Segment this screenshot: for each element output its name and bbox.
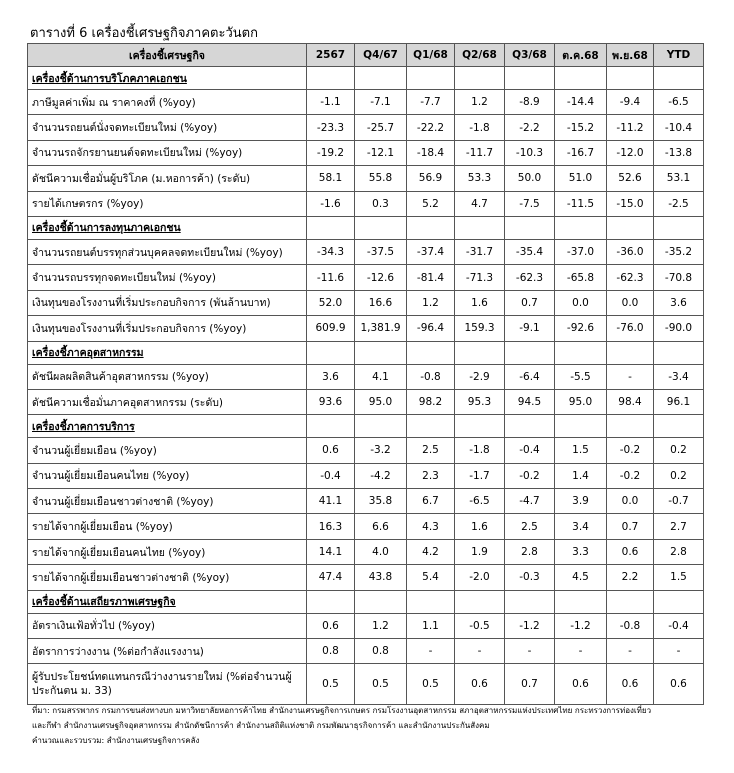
table-row [28, 90, 704, 115]
indicator-label: จำนวนรถจักรยานยนต์จดทะเบียนใหม่ (%yoy) [28, 140, 307, 165]
section-header-row [28, 590, 704, 613]
empty-cell [307, 415, 355, 438]
indicator-label: ดัชนีผลผลิตสินค้าอุตสาหกรรม (%yoy) [28, 364, 307, 389]
value-cell: 55.8 [355, 166, 407, 191]
value-cell: 0.3 [355, 191, 407, 216]
empty-cell [455, 216, 505, 239]
value-cell: 35.8 [355, 489, 407, 514]
value-cell: 2.2 [607, 565, 654, 590]
value-cell: 5.2 [407, 191, 455, 216]
value-cell: 52.6 [607, 166, 654, 191]
value-cell: 0.6 [555, 664, 607, 705]
value-cell: -31.7 [455, 239, 505, 264]
value-cell: -62.3 [505, 265, 555, 290]
value-cell: 0.6 [607, 539, 654, 564]
value-cell: -7.5 [505, 191, 555, 216]
value-cell: 53.3 [455, 166, 505, 191]
source-footnote [32, 703, 712, 748]
value-cell: 96.1 [654, 389, 704, 414]
value-cell: -2.0 [455, 565, 505, 590]
empty-cell [505, 216, 555, 239]
empty-cell [407, 415, 455, 438]
section-header-row [28, 216, 704, 239]
value-cell: -2.9 [455, 364, 505, 389]
empty-cell [407, 67, 455, 90]
column-header: Q4/67 [355, 44, 407, 67]
empty-cell [607, 341, 654, 364]
empty-cell [407, 590, 455, 613]
value-cell: -0.8 [407, 364, 455, 389]
empty-cell [355, 415, 407, 438]
value-cell: 58.1 [307, 166, 355, 191]
empty-cell [505, 67, 555, 90]
empty-cell [654, 67, 704, 90]
table-row [28, 166, 704, 191]
value-cell: 0.5 [407, 664, 455, 705]
value-cell: -10.3 [505, 140, 555, 165]
value-cell: - [407, 639, 455, 664]
value-cell: 3.6 [654, 290, 704, 315]
column-header: Q1/68 [407, 44, 455, 67]
empty-cell [607, 590, 654, 613]
value-cell: -12.6 [355, 265, 407, 290]
value-cell: 1.2 [355, 613, 407, 638]
value-cell: -0.3 [505, 565, 555, 590]
table-row [28, 565, 704, 590]
table-row [28, 239, 704, 264]
compiler-line: คำนวณและรวบรวม: สำนักงานเศรษฐกิจการคลัง [32, 736, 200, 745]
section-header-row [28, 341, 704, 364]
value-cell: -3.4 [654, 364, 704, 389]
value-cell: 1.2 [455, 90, 505, 115]
value-cell: - [607, 364, 654, 389]
empty-cell [555, 216, 607, 239]
table-row [28, 489, 704, 514]
value-cell: 56.9 [407, 166, 455, 191]
empty-cell [555, 341, 607, 364]
value-cell: -25.7 [355, 115, 407, 140]
indicator-label: ดัชนีความเชื่อมั่นภาคอุตสาหกรรม (ระดับ) [28, 389, 307, 414]
section-title: เครื่องชี้ภาคอุตสาหกรรม [28, 341, 307, 364]
column-header-indicator: เครื่องชี้เศรษฐกิจ [28, 44, 307, 67]
value-cell: 0.5 [307, 664, 355, 705]
table-row [28, 191, 704, 216]
indicator-label: จำนวนรถบรรทุกจดทะเบียนใหม่ (%yoy) [28, 265, 307, 290]
empty-cell [307, 67, 355, 90]
value-cell: 95.0 [355, 389, 407, 414]
value-cell: -0.4 [505, 438, 555, 463]
column-header: พ.ย.68 [607, 44, 654, 67]
source-line-2: และกีฬา สำนักงานเศรษฐกิจอุตสาหกรรม สำนักดัชนีการค้า สำนักงานสถิติแห่งชาติ กรมพัฒนาธุรกิจการค้า และสำนักงานประกันสังคม [32, 721, 490, 730]
value-cell: -35.4 [505, 239, 555, 264]
value-cell: 93.6 [307, 389, 355, 414]
value-cell: -35.2 [654, 239, 704, 264]
table-row [28, 514, 704, 539]
value-cell: -19.2 [307, 140, 355, 165]
empty-cell [455, 67, 505, 90]
section-header-row [28, 415, 704, 438]
value-cell: -6.4 [505, 364, 555, 389]
value-cell: -71.3 [455, 265, 505, 290]
empty-cell [505, 341, 555, 364]
value-cell: 1.6 [455, 290, 505, 315]
value-cell: -6.5 [455, 489, 505, 514]
value-cell: 47.4 [307, 565, 355, 590]
value-cell: -1.6 [307, 191, 355, 216]
economic-indicators-table [27, 43, 704, 705]
empty-cell [555, 590, 607, 613]
value-cell: -15.0 [607, 191, 654, 216]
value-cell: -11.2 [607, 115, 654, 140]
value-cell: -34.3 [307, 239, 355, 264]
value-cell: 98.4 [607, 389, 654, 414]
empty-cell [555, 415, 607, 438]
table-row [28, 290, 704, 315]
value-cell: -3.2 [355, 438, 407, 463]
value-cell: -18.4 [407, 140, 455, 165]
section-title: เครื่องชี้ด้านเสถียรภาพเศรษฐกิจ [28, 590, 307, 613]
value-cell: -2.2 [505, 115, 555, 140]
value-cell: - [505, 639, 555, 664]
empty-cell [654, 590, 704, 613]
value-cell: 41.1 [307, 489, 355, 514]
empty-cell [455, 415, 505, 438]
value-cell: -90.0 [654, 316, 704, 341]
table-row [28, 389, 704, 414]
table-row [28, 664, 704, 705]
table-row [28, 613, 704, 638]
value-cell: -7.7 [407, 90, 455, 115]
value-cell: 1.5 [555, 438, 607, 463]
empty-cell [307, 216, 355, 239]
value-cell: -0.5 [455, 613, 505, 638]
value-cell: -76.0 [607, 316, 654, 341]
table-row [28, 316, 704, 341]
value-cell: 3.4 [555, 514, 607, 539]
section-title: เครื่องชี้ด้านการลงทุนภาคเอกชน [28, 216, 307, 239]
empty-cell [307, 341, 355, 364]
value-cell: 3.6 [307, 364, 355, 389]
value-cell: -0.2 [505, 463, 555, 488]
indicator-label: ผู้รับประโยชน์ทดแทนกรณีว่างงานรายใหม่ (%ต่อจำนวนผู้ประกันตน ม. 33) [28, 664, 307, 705]
value-cell: -92.6 [555, 316, 607, 341]
value-cell: 3.9 [555, 489, 607, 514]
indicator-label: รายได้จากผู้เยี่ยมเยือน (%yoy) [28, 514, 307, 539]
value-cell: -15.2 [555, 115, 607, 140]
column-header: YTD [654, 44, 704, 67]
value-cell: -0.4 [654, 613, 704, 638]
value-cell: 52.0 [307, 290, 355, 315]
value-cell: 4.1 [355, 364, 407, 389]
indicator-label: ดัชนีความเชื่อมั่นผู้บริโภค (ม.หอการค้า) (ระดับ) [28, 166, 307, 191]
value-cell: 2.3 [407, 463, 455, 488]
value-cell: 94.5 [505, 389, 555, 414]
value-cell: - [654, 639, 704, 664]
value-cell: 1.2 [407, 290, 455, 315]
value-cell: -5.5 [555, 364, 607, 389]
indicator-label: ภาษีมูลค่าเพิ่ม ณ ราคาคงที่ (%yoy) [28, 90, 307, 115]
value-cell: 2.8 [654, 539, 704, 564]
value-cell: 95.3 [455, 389, 505, 414]
value-cell: -37.4 [407, 239, 455, 264]
empty-cell [654, 216, 704, 239]
value-cell: 0.6 [307, 438, 355, 463]
table-row [28, 265, 704, 290]
value-cell: -1.2 [505, 613, 555, 638]
value-cell: -6.5 [654, 90, 704, 115]
value-cell: -12.1 [355, 140, 407, 165]
value-cell: -4.7 [505, 489, 555, 514]
value-cell: 0.6 [654, 664, 704, 705]
value-cell: -65.8 [555, 265, 607, 290]
value-cell: 0.0 [607, 290, 654, 315]
table-header-row [28, 44, 704, 67]
value-cell: 0.7 [505, 290, 555, 315]
value-cell: 4.7 [455, 191, 505, 216]
value-cell: -16.7 [555, 140, 607, 165]
value-cell: 0.6 [455, 664, 505, 705]
table-row [28, 115, 704, 140]
indicator-label: จำนวนรถยนต์นั่งจดทะเบียนใหม่ (%yoy) [28, 115, 307, 140]
table-row [28, 438, 704, 463]
value-cell: 4.0 [355, 539, 407, 564]
value-cell: 1.9 [455, 539, 505, 564]
value-cell: 0.6 [607, 664, 654, 705]
table-row [28, 364, 704, 389]
indicator-label: เงินทุนของโรงงานที่เริ่มประกอบกิจการ (%yoy) [28, 316, 307, 341]
value-cell: 0.8 [307, 639, 355, 664]
table-row [28, 639, 704, 664]
value-cell: -11.6 [307, 265, 355, 290]
value-cell: -8.9 [505, 90, 555, 115]
value-cell: -9.1 [505, 316, 555, 341]
value-cell: 1,381.9 [355, 316, 407, 341]
value-cell: 51.0 [555, 166, 607, 191]
value-cell: 4.3 [407, 514, 455, 539]
empty-cell [355, 341, 407, 364]
value-cell: -81.4 [407, 265, 455, 290]
value-cell: -0.2 [607, 438, 654, 463]
value-cell: 2.5 [407, 438, 455, 463]
value-cell: 0.0 [555, 290, 607, 315]
section-title: เครื่องชี้ภาคการบริการ [28, 415, 307, 438]
value-cell: -9.4 [607, 90, 654, 115]
value-cell: - [455, 639, 505, 664]
value-cell: -0.8 [607, 613, 654, 638]
empty-cell [505, 415, 555, 438]
value-cell: 5.4 [407, 565, 455, 590]
value-cell: 50.0 [505, 166, 555, 191]
value-cell: 609.9 [307, 316, 355, 341]
value-cell: -37.0 [555, 239, 607, 264]
indicator-label: จำนวนรถยนต์บรรทุกส่วนบุคคลจดทะเบียนใหม่ (%yoy) [28, 239, 307, 264]
empty-cell [307, 590, 355, 613]
value-cell: 3.3 [555, 539, 607, 564]
value-cell: 1.1 [407, 613, 455, 638]
column-header: Q2/68 [455, 44, 505, 67]
empty-cell [455, 590, 505, 613]
value-cell: -1.1 [307, 90, 355, 115]
value-cell: -1.8 [455, 438, 505, 463]
value-cell: 16.3 [307, 514, 355, 539]
value-cell: 0.7 [505, 664, 555, 705]
empty-cell [407, 216, 455, 239]
value-cell: 98.2 [407, 389, 455, 414]
table-caption: ตารางที่ 6 เครื่องชี้เศรษฐกิจภาคตะวันตก [30, 26, 258, 41]
indicator-label: จำนวนผู้เยี่ยมเยือนชาวต่างชาติ (%yoy) [28, 489, 307, 514]
empty-cell [607, 216, 654, 239]
value-cell: -1.7 [455, 463, 505, 488]
indicator-label: จำนวนผู้เยี่ยมเยือน (%yoy) [28, 438, 307, 463]
table-row [28, 463, 704, 488]
value-cell: -62.3 [607, 265, 654, 290]
value-cell: 159.3 [455, 316, 505, 341]
empty-cell [654, 341, 704, 364]
section-header-row [28, 67, 704, 90]
value-cell: 6.7 [407, 489, 455, 514]
value-cell: 2.8 [505, 539, 555, 564]
empty-cell [407, 341, 455, 364]
value-cell: 16.6 [355, 290, 407, 315]
section-title: เครื่องชี้ด้านการบริโภคภาคเอกชน [28, 67, 307, 90]
empty-cell [355, 590, 407, 613]
value-cell: 1.6 [455, 514, 505, 539]
value-cell: -36.0 [607, 239, 654, 264]
value-cell: 0.7 [607, 514, 654, 539]
value-cell: -37.5 [355, 239, 407, 264]
value-cell: -23.3 [307, 115, 355, 140]
source-line-1: ที่มา: กรมสรรพากร กรมการขนส่งทางบก มหาวิทยาลัยหอการค้าไทย สำนักงานเศรษฐกิจการเกษตร กรมโรงงานอุตสาหกรรม สภาอุตสาหกรรมแห่งประเทศไทย กระทรวงการท่องเที่ยว [32, 706, 652, 715]
table-body [28, 67, 704, 705]
value-cell: 43.8 [355, 565, 407, 590]
value-cell: -1.2 [555, 613, 607, 638]
empty-cell [607, 415, 654, 438]
value-cell: 0.2 [654, 438, 704, 463]
value-cell: -2.5 [654, 191, 704, 216]
indicator-label: รายได้จากผู้เยี่ยมเยือนชาวต่างชาติ (%yoy) [28, 565, 307, 590]
value-cell: -14.4 [555, 90, 607, 115]
value-cell: -0.7 [654, 489, 704, 514]
column-header: ต.ค.68 [555, 44, 607, 67]
value-cell: -1.8 [455, 115, 505, 140]
value-cell: -70.8 [654, 265, 704, 290]
value-cell: -11.5 [555, 191, 607, 216]
value-cell: -13.8 [654, 140, 704, 165]
indicator-label: อัตราเงินเฟ้อทั่วไป (%yoy) [28, 613, 307, 638]
empty-cell [555, 67, 607, 90]
value-cell: 1.4 [555, 463, 607, 488]
value-cell: 6.6 [355, 514, 407, 539]
value-cell: - [555, 639, 607, 664]
value-cell: -10.4 [654, 115, 704, 140]
value-cell: 0.5 [355, 664, 407, 705]
indicator-label: รายได้เกษตรกร (%yoy) [28, 191, 307, 216]
value-cell: 0.2 [654, 463, 704, 488]
value-cell: -12.0 [607, 140, 654, 165]
empty-cell [607, 67, 654, 90]
empty-cell [455, 341, 505, 364]
empty-cell [355, 67, 407, 90]
value-cell: -96.4 [407, 316, 455, 341]
value-cell: 2.5 [505, 514, 555, 539]
value-cell: -0.2 [607, 463, 654, 488]
value-cell: 1.5 [654, 565, 704, 590]
value-cell: - [607, 639, 654, 664]
indicator-label: รายได้จากผู้เยี่ยมเยือนคนไทย (%yoy) [28, 539, 307, 564]
indicator-label: อัตราการว่างงาน (%ต่อกำลังแรงงาน) [28, 639, 307, 664]
table-row [28, 539, 704, 564]
value-cell: -7.1 [355, 90, 407, 115]
column-header: 2567 [307, 44, 355, 67]
indicator-label: จำนวนผู้เยี่ยมเยือนคนไทย (%yoy) [28, 463, 307, 488]
table-row [28, 140, 704, 165]
value-cell: 2.7 [654, 514, 704, 539]
value-cell: 0.8 [355, 639, 407, 664]
value-cell: 4.2 [407, 539, 455, 564]
value-cell: 14.1 [307, 539, 355, 564]
value-cell: -22.2 [407, 115, 455, 140]
value-cell: 0.0 [607, 489, 654, 514]
value-cell: 4.5 [555, 565, 607, 590]
empty-cell [654, 415, 704, 438]
column-header: Q3/68 [505, 44, 555, 67]
value-cell: 95.0 [555, 389, 607, 414]
value-cell: 0.6 [307, 613, 355, 638]
empty-cell [355, 216, 407, 239]
value-cell: -11.7 [455, 140, 505, 165]
value-cell: -0.4 [307, 463, 355, 488]
value-cell: 53.1 [654, 166, 704, 191]
indicator-label: เงินทุนของโรงงานที่เริ่มประกอบกิจการ (พันล้านบาท) [28, 290, 307, 315]
value-cell: -4.2 [355, 463, 407, 488]
empty-cell [505, 590, 555, 613]
